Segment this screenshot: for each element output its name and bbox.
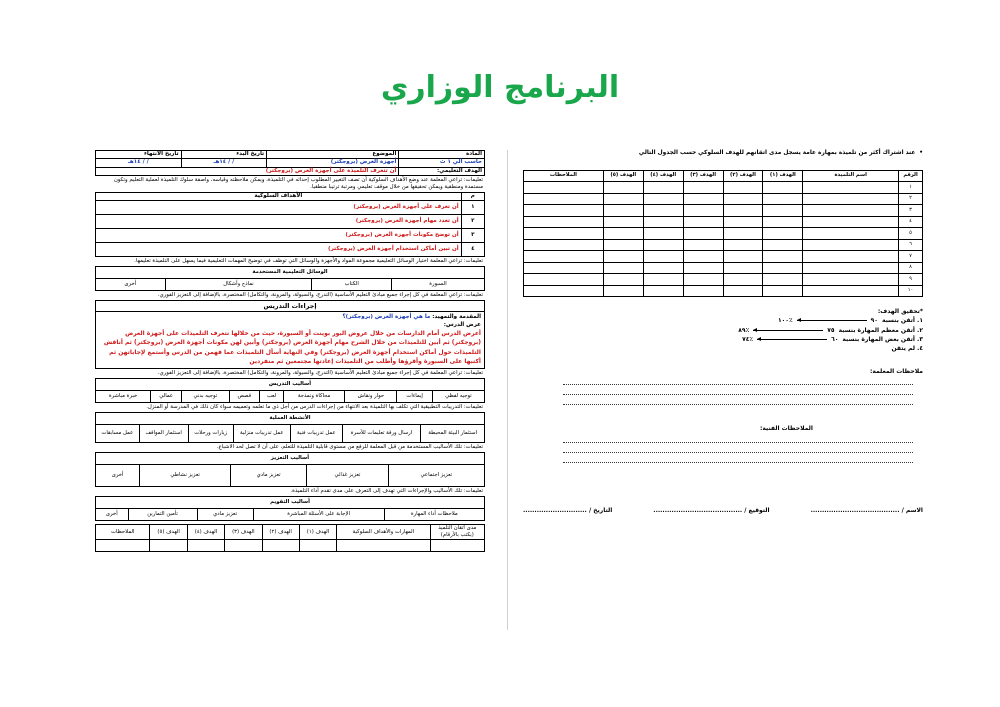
plan-header-table (95, 150, 485, 176)
aid-item: أخرى (96, 279, 166, 291)
subject-value: حاسب آلي ١ ث (399, 159, 485, 167)
arrow-icon (757, 339, 827, 340)
instructions-aids: تعليمات: تراعي المعلمة اختيار الوسائل التعليمية مجموعة المواد والأجهزة والوسائل التي توظف في توضيح المهمات التعليمية فيما يسهل على التلميذة تعليمها. (134, 258, 483, 265)
mastery-header: الملاحظات (96, 525, 150, 540)
table-row: ٨ (524, 262, 923, 274)
reinforcement-item: تعزيز مادي (230, 465, 306, 487)
table-row: ٦ (524, 239, 923, 251)
activities-table (95, 412, 485, 443)
method-item: توجيه لفظي (432, 391, 484, 403)
method-item: محاكاة ونمذجة (283, 391, 345, 403)
name-field: الاسم / ....................................... (810, 507, 923, 515)
aid-item: السبورة (391, 279, 484, 291)
page-divider (507, 150, 508, 630)
end-date-value: / / ١٤هـ (96, 159, 182, 167)
teacher-notes-line (563, 395, 913, 405)
teacher-notes-line (563, 375, 913, 385)
teacher-notes-label: ملاحظات المعلمة: (869, 367, 923, 375)
instructions-goals: تعليمات: تراعي المعلمة عند وضع الأهداف السلوكية أن تصف التغيير المطلوب إحداثه في التلميذة، ويمكن ملاحظته وقياسه، واصفة سلوك التلميذة لعملية التعليم وتكون مستمدة ومنطقية ويمكن تحقيقها من خلال موقف تعليمي ومرتبة ترتيبا منطقيا. (113, 176, 483, 190)
achievement-row: ٢. أتقن معظم المهارة بنسبة ٧٥ ٪٨٩ (738, 326, 923, 334)
goal-row: ٣ أن توضح مكونات أجهزة العرض (بروجكتر) (96, 229, 485, 243)
reinforcement-item: أخرى (96, 465, 140, 487)
achievement-title: *تحقيق الهدف: (877, 308, 923, 316)
activity-item: عمل تدريبات منزلية (233, 425, 290, 443)
method-item: خبرة مباشرة (96, 391, 151, 403)
instructions-evaluation: تعليمات: تلك الأساليب والإجراءات التي تهدف إلى التعرف على مدى تقدم أداء التلميذة. (290, 488, 483, 495)
record-header: الهدف (٢) (723, 170, 763, 182)
method-item: عمالي (151, 391, 182, 403)
activity-item: زيارات ورحلات (188, 425, 233, 443)
reinforcement-item: تعزيز غذائي (307, 465, 388, 487)
tech-notes-line (563, 443, 913, 453)
sign-field: التوقيع / ....................................... (653, 507, 770, 515)
teacher-notes-line (563, 385, 913, 395)
table-row: ٩ (524, 274, 923, 286)
topic-value: أجهزة العرض (بروجكتر) (267, 159, 399, 167)
goal-row: ٢ أن تعدد مهام أجهزة العرض (بروجكتر) (96, 215, 485, 229)
table-row: ٢ (524, 193, 923, 205)
table-row: ٥ (524, 228, 923, 240)
mastery-header: مدى اتقان التلميذ (يكتب بالأرقام) (430, 525, 484, 540)
achievement-row: ٤. لم يتقن (891, 345, 923, 353)
reinforcement-title: أساليب التعزيز (96, 453, 485, 465)
end-date-label: تاريخ الانتهاء (96, 151, 182, 159)
reinforcement-item: تعزيز اجتماعي (388, 465, 484, 487)
evaluation-item: الإجابة على الأسئلة المباشرة (253, 509, 384, 521)
procedures-title: إجراءات التدريس (95, 300, 485, 312)
table-row: ٣ (524, 205, 923, 217)
signature-row (523, 507, 923, 515)
start-date-label: تاريخ البدء (181, 151, 267, 159)
presentation-text: أعرض الدرس أمام الدارسات من خلال عروض البور بوينت أو السبورة، حيث من خلالها تتعرف التلميذات على أجهزة العرض (بروجكتر) ثم أبين للتلميذات من خلال الشرح مهام أجهزة العرض (بروجكتر) وأبين لهن مكونات أجهزة العرض (بروجكتر) ثم أناقش التلميذات حول أماكن استخدام أجهزة العرض (بروجكتر) وفي النهاية أسأل التلميذات عما فهمن من الدرس وأستمع لإجاباتهن ثم أكتبها على السبورة وأقرؤها وأطلب من التلميذات إعادتها مجتمعين ثم منفردين (103, 329, 481, 365)
record-header: الرقم (899, 170, 923, 182)
instructions-procedures: تعليمات: تراعي المعلمة في كل إجراء جميع مبادئ التعليم الأساسية (التدرج، والسيولة، والمرونة، والتكامل) المختصرة، بالإضافة إلى التعزيز الفوري. (157, 292, 483, 299)
goal-row: ١ أن تعرف على أجهزة العرض (بروجكتر) (96, 201, 485, 215)
methods-title: أساليب التدريس (96, 379, 485, 391)
method-item: إيماءات (397, 391, 433, 403)
method-item: قصص (229, 391, 260, 403)
evaluation-title: أساليب التقويم (96, 497, 485, 509)
table-row: ١٠ (524, 285, 923, 297)
record-header: اسم التلميذة (803, 170, 899, 182)
activity-item: استثمار المواقف (139, 425, 188, 443)
aids-title: الوسائل التعليمية المستخدمة (96, 267, 485, 279)
record-header: الهدف (٥) (603, 170, 643, 182)
activity-item: عمل مسابقات (96, 425, 140, 443)
general-goal-label: الهدف التعليمي: (399, 167, 485, 175)
record-header: الهدف (٣) (683, 170, 723, 182)
evaluation-item: أخرى (96, 509, 129, 521)
behavioral-goals-table: م الأهداف السلوكية ١ أن تعرف على أجهزة العرض (بروجكتر) ٢ أن تعدد مهام أجهزة العرض (بروجكتر) ٣ أن توضح مكونات أجهزة العرض (بروجكتر) ٤ أن تبين أماكن استخدام أجهزة العرض (بروجكتر) (95, 192, 485, 257)
reinforcement-table (95, 452, 485, 487)
instructions-methods: تعليمات: تراعي المعلمة في كل إجراء جميع مبادئ التعليم الأساسية (التدرج، والسيولة، والمرونة، والتكامل) المختصرة، بالإضافة إلى التعزيز الفوري. (157, 370, 483, 377)
record-sheet (523, 150, 923, 515)
arrow-icon (797, 320, 867, 321)
table-row: ٧ (524, 251, 923, 263)
record-header: الملاحظات (524, 170, 604, 182)
behavioral-goals-title: الأهداف السلوكية (96, 192, 462, 200)
achievement-row: ٣. أتقن بعض المهارة بنسبة ٦٠ ٪٧٤ (742, 335, 923, 343)
topic-label: الموضوع (267, 151, 399, 159)
evaluation-item: تأمين التمارين (128, 509, 197, 521)
intro-value: ما هي أجهزة العرض (بروجكتر)؟ (342, 314, 431, 321)
mastery-header: الهدف (٣) (225, 525, 262, 540)
evaluation-item: ملاحظات أداء المهارة (384, 509, 484, 521)
mastery-header: المهارات والأهداف السلوكية (337, 525, 430, 540)
date-field: التاريخ / ............................ (523, 507, 613, 515)
lesson-plan-sheet (95, 150, 485, 552)
method-item: حوار ونقاش (345, 391, 397, 403)
mastery-header: الهدف (٢) (262, 525, 299, 540)
tech-notes-line (563, 453, 913, 463)
instructions-activities: تعليمات: التدريبات التطبيقية التي تكلف بها التلميذة بعد الانتهاء من إجراءات الدرس من أجل ذي ما تعلمه وتعميمه سواء كان ذلك في المدرسة أو المنزل. (146, 404, 483, 411)
evaluation-table (95, 496, 485, 521)
achievement-row: ١. أتقن بنسبة ٩٠ ٪١٠٠ (777, 317, 923, 325)
record-header: الهدف (٤) (643, 170, 683, 182)
record-instruction: • عند اشتراك أكثر من تلميذة بمهارة عامة يسجل مدى اتقانهم للهدف السلوكي حسب الجدول التالي (523, 150, 923, 158)
mastery-header: الهدف (٥) (150, 525, 187, 540)
intro-label: المقدمة والتمهيد: (432, 314, 481, 321)
tech-notes-line (563, 433, 913, 443)
procedures-box (95, 312, 485, 369)
mastery-header: الهدف (١) (299, 525, 336, 540)
methods-table (95, 378, 485, 403)
activity-item: ارسال ورقة تعليمات للأسرة (342, 425, 421, 443)
activity-item: عمل تدريبات فنية (290, 425, 342, 443)
achievement-block (523, 307, 923, 353)
subject-label: المادة (399, 151, 485, 159)
mastery-header: الهدف (٤) (187, 525, 224, 540)
evaluation-item: تعزيز مادي (197, 509, 253, 521)
reinforcement-item: تعزيز نشاطي (140, 465, 231, 487)
page-title: البرنامج الوزاري (380, 70, 620, 105)
method-item: لعب (260, 391, 284, 403)
method-item: توجيه بدني (182, 391, 229, 403)
record-table (523, 170, 923, 298)
tech-notes-label: الملاحظات الفنية: (760, 425, 813, 433)
presentation-label: عرض الدرس: (443, 321, 481, 328)
general-goal-value: أن تتعرف التلميذة على أجهزة العرض (بروجكتر) (96, 167, 399, 175)
activities-title: الأنشطة العملية (96, 413, 485, 425)
table-row: ١ (524, 182, 923, 194)
mastery-table (95, 524, 485, 552)
arrow-icon (753, 330, 823, 331)
aid-item: الكتاب (312, 279, 392, 291)
aid-item: نماذج وأشكال (165, 279, 312, 291)
goal-row: ٤ أن تبين أماكن استخدام أجهزة العرض (بروجكتر) (96, 243, 485, 257)
record-header: الهدف (١) (763, 170, 803, 182)
start-date-value: / / ١٤هـ (181, 159, 267, 167)
aids-table (95, 266, 485, 291)
activity-item: استثمار البيئة المحيطة (421, 425, 485, 443)
instructions-reinforcement: تعليمات: تلك الأساليب المستخدمة من قبل المعلمة للرفع من مستوى قابلية التلميذة للتعلم، على أن لا تصل لحد الاشباع. (216, 444, 483, 451)
table-row: ٤ (524, 216, 923, 228)
